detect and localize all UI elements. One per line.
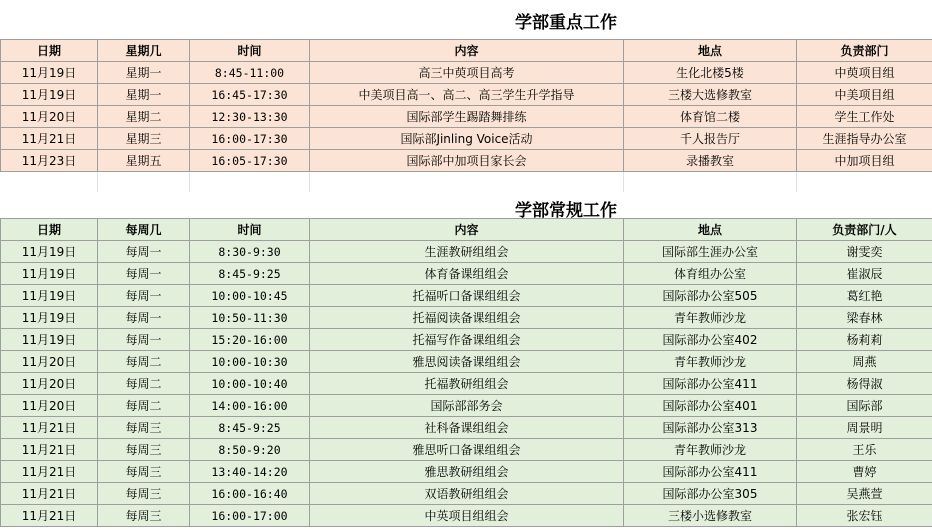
cell-department: 杨得淑 [797,373,932,395]
cell-content: 国际部学生踢踏舞排练 [310,106,624,128]
cell-location: 国际部办公室401 [624,395,797,417]
cell-weekday: 每周一 [98,285,190,307]
header-person: 负责部门/人 [797,219,932,241]
cell-date: 11月21日 [1,128,98,150]
table-row [1,417,932,439]
cell-location: 体育组办公室 [624,263,797,285]
table-row [1,106,932,128]
cell-content: 国际部部务会 [310,395,624,417]
cell-time: 14:00-16:00 [190,395,310,417]
spacer-row [0,172,932,192]
cell-department: 杨莉莉 [797,329,932,351]
cell-weekday: 每周二 [98,373,190,395]
cell-date: 11月20日 [1,106,98,128]
cell-date: 11月21日 [1,505,98,527]
gridline [97,172,98,192]
gridline [189,172,190,192]
cell-date: 11月20日 [1,373,98,395]
cell-time: 10:00-10:30 [190,351,310,373]
cell-date: 11月21日 [1,439,98,461]
cell-date: 11月19日 [1,62,98,84]
cell-department: 学生工作处 [797,106,932,128]
cell-department: 曹婷 [797,461,932,483]
cell-time: 16:05-17:30 [190,150,310,172]
cell-department: 吴燕萱 [797,483,932,505]
cell-location: 国际部办公室411 [624,461,797,483]
cell-date: 11月21日 [1,417,98,439]
cell-date: 11月19日 [1,307,98,329]
table-row [1,150,932,172]
cell-department: 梁春林 [797,307,932,329]
header-location: 地点 [624,40,797,62]
table-row [1,395,932,417]
key-work-table [0,39,932,172]
cell-location: 千人报告厅 [624,128,797,150]
table-row [1,84,932,106]
cell-date: 11月21日 [1,483,98,505]
cell-department: 中美项目组 [797,84,932,106]
table-row [1,263,932,285]
cell-time: 13:40-14:20 [190,461,310,483]
cell-date: 11月20日 [1,395,98,417]
cell-weekday: 每周二 [98,351,190,373]
table-row [1,505,932,527]
cell-time: 12:30-13:30 [190,106,310,128]
cell-department: 葛红艳 [797,285,932,307]
cell-weekday: 每周三 [98,483,190,505]
cell-content: 中美项目高一、高二、高三学生升学指导 [310,84,624,106]
cell-time: 16:00-17:00 [190,505,310,527]
cell-weekday: 星期二 [98,106,190,128]
cell-content: 雅思阅读备课组组会 [310,351,624,373]
table-header-row [1,219,932,241]
cell-time: 8:45-9:25 [190,417,310,439]
cell-location: 三楼大选修教室 [624,84,797,106]
header-date: 日期 [1,40,98,62]
section2-title: 学部常规工作 [515,201,617,221]
cell-content: 双语教研组组会 [310,483,624,505]
cell-time: 10:50-11:30 [190,307,310,329]
cell-location: 国际部生涯办公室 [624,241,797,263]
cell-location: 国际部办公室313 [624,417,797,439]
cell-department: 中萸项目组 [797,62,932,84]
cell-weekday: 每周一 [98,263,190,285]
table-row [1,285,932,307]
cell-time: 10:00-10:40 [190,373,310,395]
table-row [1,329,932,351]
cell-time: 8:45-11:00 [190,62,310,84]
cell-content: 雅思听口备课组组会 [310,439,624,461]
cell-date: 11月20日 [1,351,98,373]
header-weekday: 每周几 [98,219,190,241]
cell-content: 国际部Jinling Voice活动 [310,128,624,150]
table-row [1,241,932,263]
cell-content: 生涯教研组组会 [310,241,624,263]
cell-content: 国际部中加项目家长会 [310,150,624,172]
header-content: 内容 [310,219,624,241]
table-row [1,128,932,150]
cell-weekday: 每周三 [98,461,190,483]
cell-weekday: 每周一 [98,241,190,263]
cell-location: 青年教师沙龙 [624,351,797,373]
cell-location: 国际部办公室411 [624,373,797,395]
cell-location: 体育馆二楼 [624,106,797,128]
table-row [1,307,932,329]
cell-time: 8:50-9:20 [190,439,310,461]
header-location: 地点 [624,219,797,241]
cell-content: 体育备课组组会 [310,263,624,285]
cell-department: 国际部 [797,395,932,417]
cell-location: 国际部办公室505 [624,285,797,307]
table-row [1,62,932,84]
cell-weekday: 星期一 [98,62,190,84]
cell-location: 三楼小选修教室 [624,505,797,527]
cell-weekday: 星期五 [98,150,190,172]
cell-weekday: 星期一 [98,84,190,106]
cell-department: 生涯指导办公室 [797,128,932,150]
cell-location: 青年教师沙龙 [624,307,797,329]
cell-location: 录播教室 [624,150,797,172]
cell-weekday: 每周三 [98,439,190,461]
header-content: 内容 [310,40,624,62]
header-weekday: 星期几 [98,40,190,62]
cell-weekday: 每周一 [98,307,190,329]
cell-date: 11月19日 [1,329,98,351]
cell-content: 雅思教研组组会 [310,461,624,483]
table-row [1,373,932,395]
cell-department: 谢雯奕 [797,241,932,263]
gridline [796,172,797,192]
table-row [1,483,932,505]
cell-weekday: 每周三 [98,505,190,527]
cell-time: 8:45-9:25 [190,263,310,285]
cell-content: 托福听口备课组组会 [310,285,624,307]
table-row [1,439,932,461]
header-department: 负责部门 [797,40,932,62]
cell-date: 11月19日 [1,84,98,106]
cell-content: 中英项目组组会 [310,505,624,527]
cell-content: 托福写作备课组组会 [310,329,624,351]
cell-department: 王乐 [797,439,932,461]
cell-location: 国际部办公室402 [624,329,797,351]
table-row [1,351,932,373]
section1-title: 学部重点工作 [515,13,617,33]
cell-content: 托福阅读备课组组会 [310,307,624,329]
cell-time: 8:30-9:30 [190,241,310,263]
cell-date: 11月19日 [1,263,98,285]
cell-location: 生化北楼5楼 [624,62,797,84]
header-date: 日期 [1,219,98,241]
cell-date: 11月19日 [1,285,98,307]
cell-time: 16:00-16:40 [190,483,310,505]
cell-weekday: 星期三 [98,128,190,150]
cell-department: 崔淑辰 [797,263,932,285]
cell-date: 11月21日 [1,461,98,483]
cell-time: 10:00-10:45 [190,285,310,307]
cell-time: 16:00-17:30 [190,128,310,150]
cell-date: 11月19日 [1,241,98,263]
table-row [1,461,932,483]
cell-date: 11月23日 [1,150,98,172]
cell-location: 青年教师沙龙 [624,439,797,461]
cell-weekday: 每周二 [98,395,190,417]
cell-department: 中加项目组 [797,150,932,172]
cell-time: 16:45-17:30 [190,84,310,106]
cell-content: 高三中萸项目高考 [310,62,624,84]
cell-content: 社科备课组组会 [310,417,624,439]
cell-department: 周景明 [797,417,932,439]
table-header-row [1,40,932,62]
header-time: 时间 [190,40,310,62]
gridline [623,172,624,192]
cell-weekday: 每周一 [98,329,190,351]
cell-department: 张宏钰 [797,505,932,527]
cell-weekday: 每周三 [98,417,190,439]
cell-content: 托福教研组组会 [310,373,624,395]
cell-location: 国际部办公室305 [624,483,797,505]
routine-work-table [0,218,932,527]
cell-time: 15:20-16:00 [190,329,310,351]
gridline [309,172,310,192]
cell-department: 周燕 [797,351,932,373]
header-time: 时间 [190,219,310,241]
